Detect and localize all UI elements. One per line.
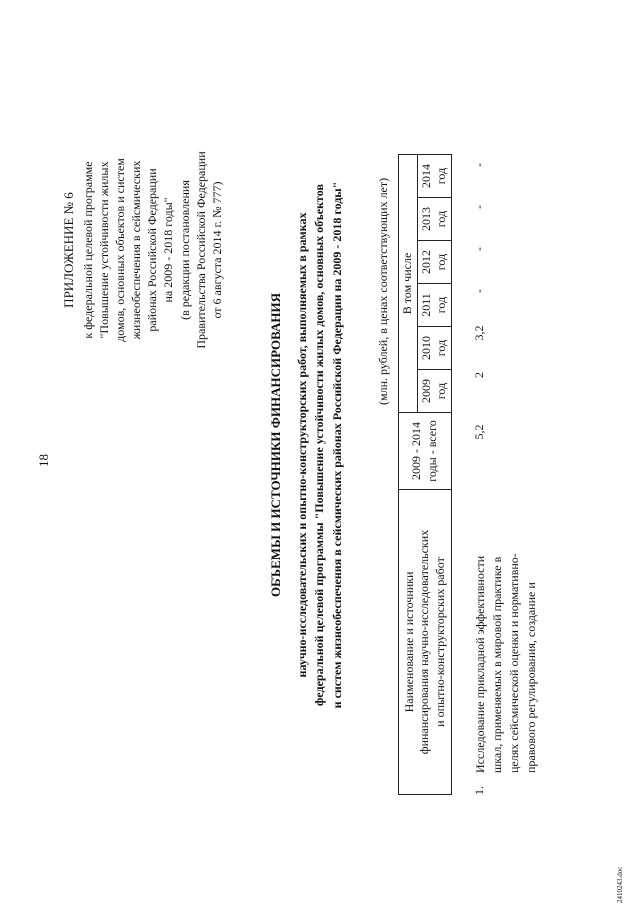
- header-name-line: финансирования научно-исследовательских: [417, 529, 432, 755]
- header-name-cell: [399, 490, 452, 795]
- year-cell: [417, 284, 451, 327]
- heading-subtitle-line: и систем жизнеобеспечения в сейсмических районах Российской Федерации на 2009 - 2018 годы": [329, 181, 344, 709]
- row-text-line: Исследование прикладной эффективности: [473, 555, 487, 773]
- row-value-2009: 2: [472, 372, 486, 378]
- year-label: 2013: [418, 207, 433, 231]
- appendix-title: ПРИЛОЖЕНИЕ № 6: [61, 192, 76, 308]
- year-unit: год: [434, 382, 449, 400]
- units-note: (млн. рублей, в ценах соответствующих лет): [376, 177, 390, 405]
- year-unit: год: [434, 210, 449, 228]
- appendix-block: [60, 60, 225, 440]
- year-label: 2012: [418, 250, 433, 274]
- header-total-cell: [399, 413, 452, 490]
- row-value-2010: 3,2: [472, 325, 486, 341]
- appendix-line: домов, основных объектов и систем: [112, 158, 127, 342]
- year-label: 2009: [418, 379, 433, 403]
- year-cell: [417, 155, 451, 198]
- appendix-line: от 6 августа 2014 г. № 777): [210, 181, 225, 319]
- page-number: 18: [36, 454, 51, 467]
- row-value-2011: -: [472, 289, 486, 293]
- year-cell: [417, 198, 451, 241]
- year-cell: [417, 241, 451, 284]
- year-cell: [417, 370, 451, 413]
- row-value-2012: -: [472, 247, 486, 251]
- heading-subtitle-line: федеральной целевой программы "Повышение устойчивости жилых домов, основных объектов: [312, 184, 327, 706]
- heading-subtitle-line: научно-исследовательских и опытно-конструкторских работ, выполняемых в рамках: [295, 212, 309, 678]
- header-group-cell: В том числе: [399, 155, 418, 413]
- year-label: 2014: [418, 164, 433, 188]
- row-total: 5,2: [472, 424, 486, 440]
- year-unit: год: [434, 296, 449, 314]
- year-unit: год: [434, 339, 449, 357]
- appendix-line: (в редакции постановления: [177, 180, 192, 320]
- row-value-2014: -: [472, 163, 486, 167]
- appendix-line: Правительства Российской Федерации: [193, 151, 208, 349]
- header-name-line: Наименование и источники: [401, 571, 416, 713]
- table-header-row: [399, 155, 418, 795]
- header-total-line: годы - всего: [424, 420, 439, 482]
- appendix-line: районах Российской Федерации: [145, 168, 160, 332]
- year-unit: год: [434, 167, 449, 185]
- year-unit: год: [434, 253, 449, 271]
- appendix-line: "Повышение устойчивости жилых: [96, 161, 111, 339]
- row-value-2013: -: [472, 205, 486, 209]
- financing-table: [398, 154, 452, 795]
- row-text-line: правового регулирования, создание и: [524, 582, 539, 773]
- header-total-line: 2009 - 2014: [409, 422, 424, 480]
- appendix-line: к федеральной целевой программе: [80, 161, 95, 339]
- row-number: 1.: [472, 786, 486, 795]
- row-text-line: целях сейсмической оценки и нормативно-: [507, 553, 522, 773]
- document-heading: [268, 95, 346, 795]
- row-description: [472, 483, 540, 773]
- year-cell: [417, 327, 451, 370]
- header-name-line: и опытно-конструкторских работ: [432, 557, 447, 727]
- row-text-line: шкал, применяемых в мировой практике в: [490, 556, 505, 773]
- appendix-line: жизнеобеспечения в сейсмических: [129, 160, 144, 340]
- year-label: 2010: [418, 336, 433, 360]
- heading-title: ОБЪЕМЫ И ИСТОЧНИКИ ФИНАНСИРОВАНИЯ: [268, 292, 283, 598]
- appendix-line: на 2009 - 2018 годы": [161, 197, 176, 303]
- year-label: 2011: [418, 293, 433, 317]
- document-id: 2410243.doc: [616, 866, 624, 903]
